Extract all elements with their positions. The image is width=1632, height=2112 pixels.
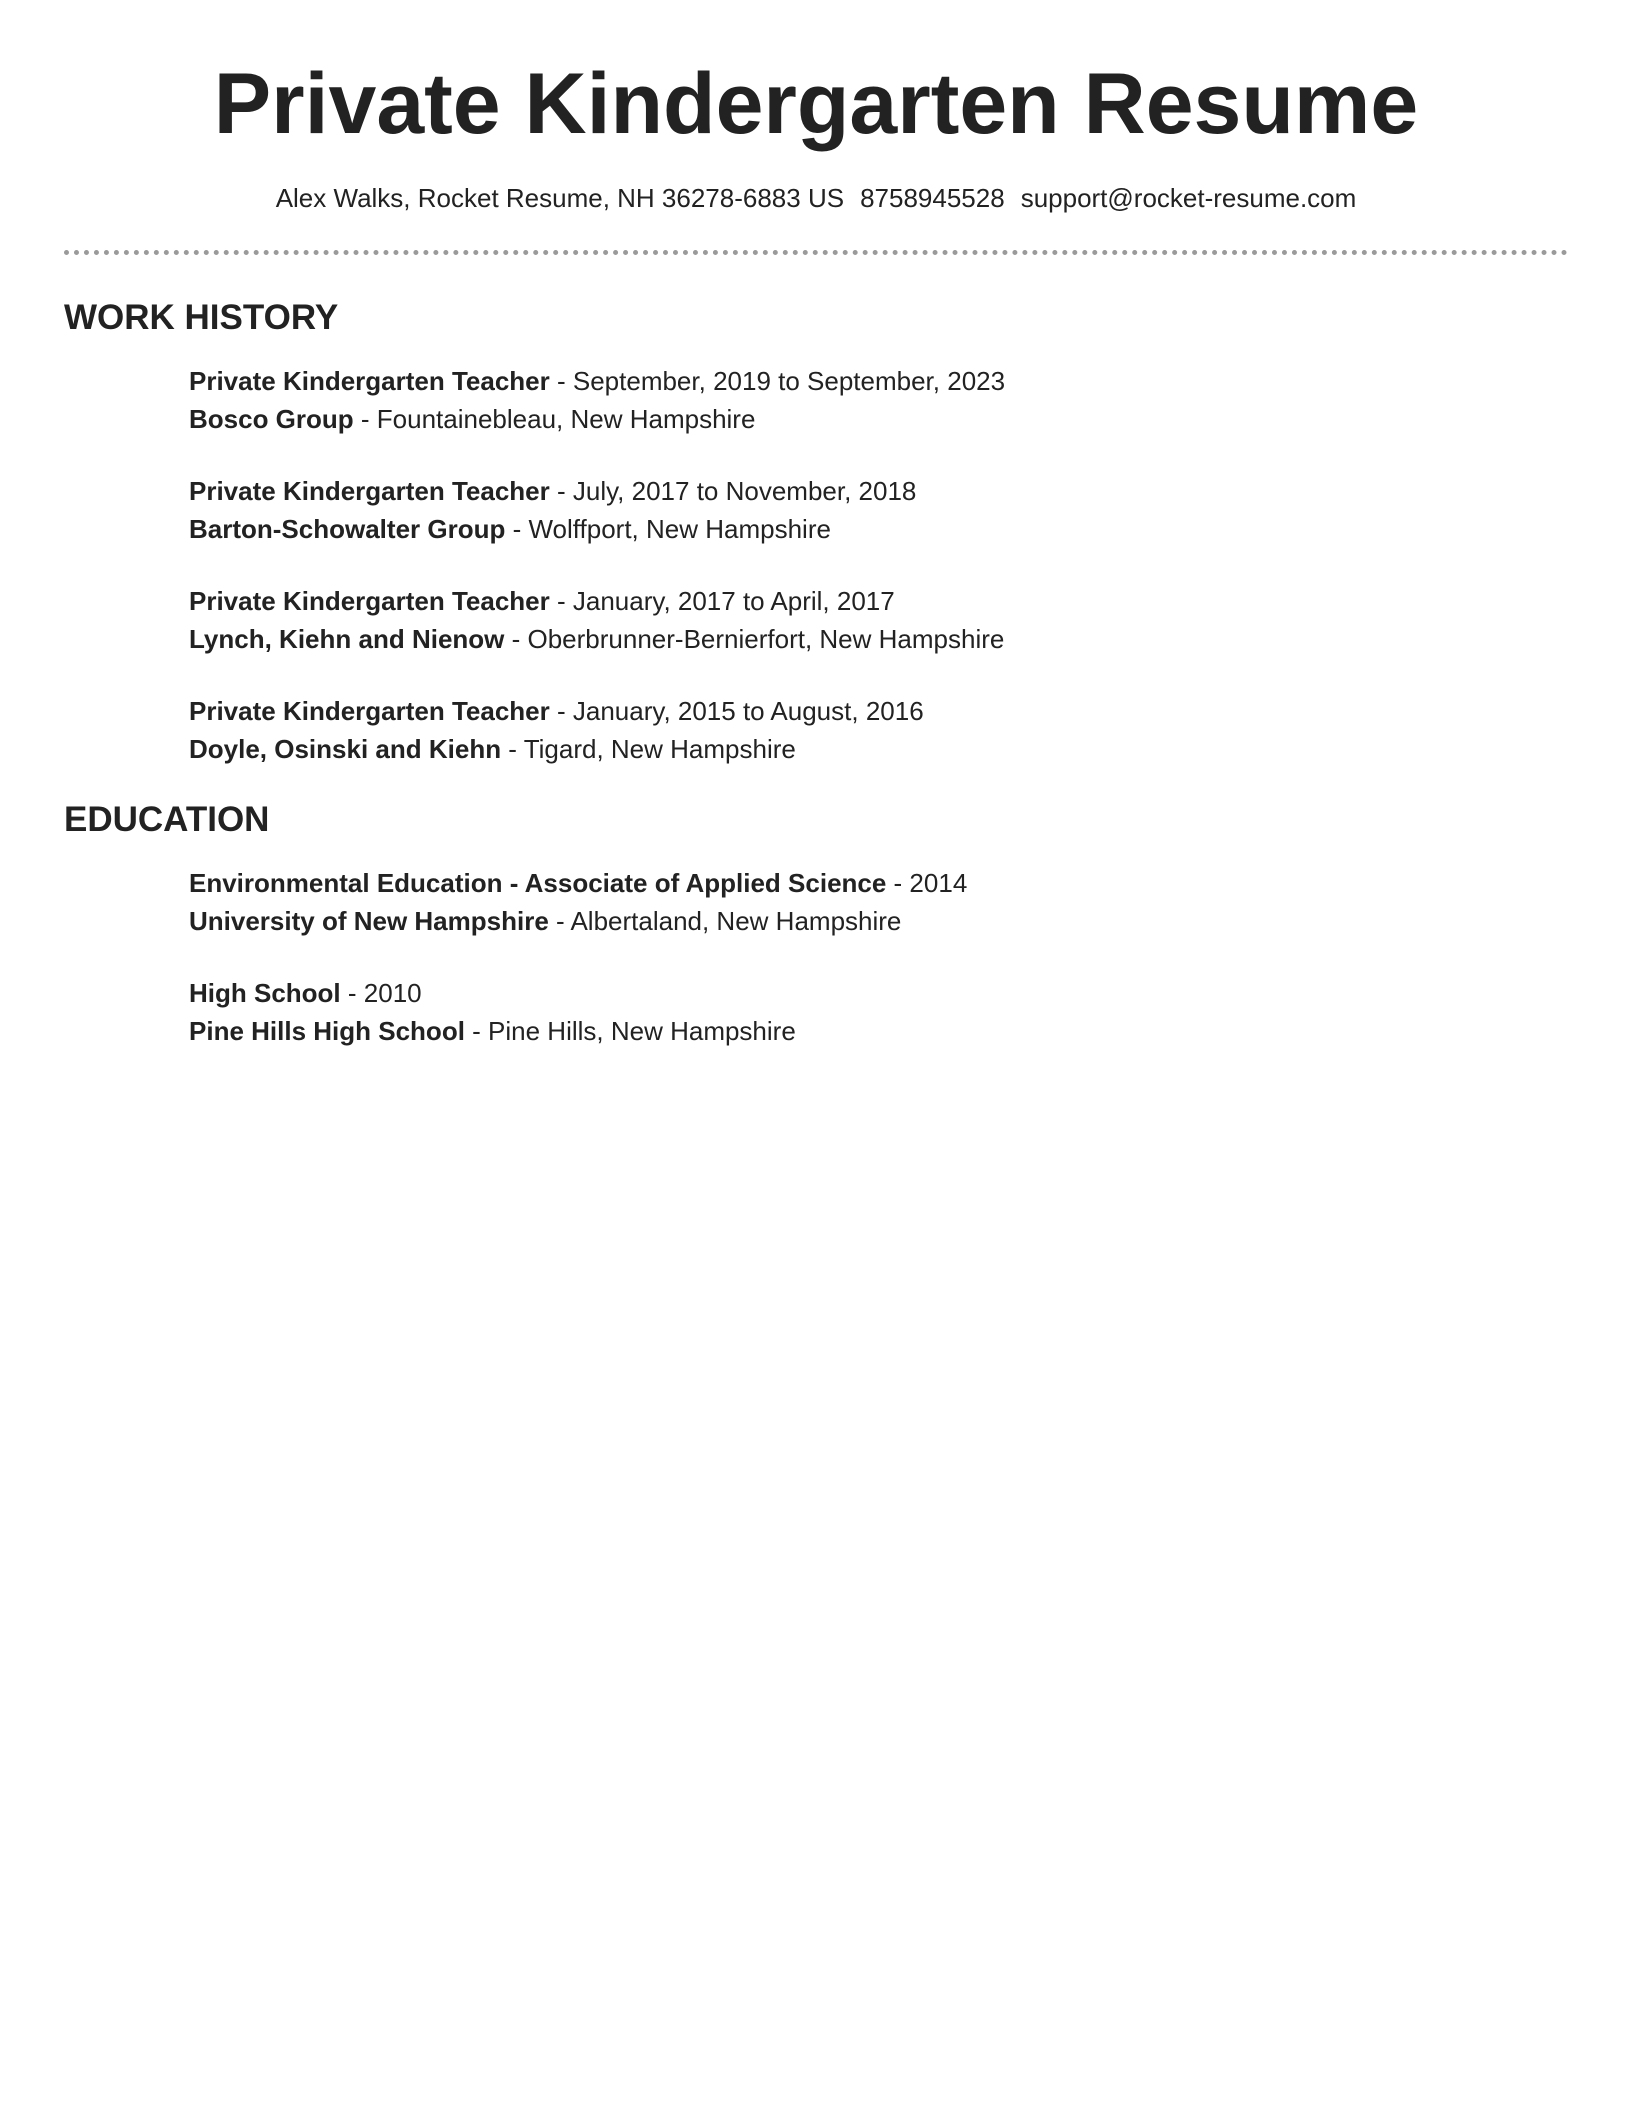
school-name: Pine Hills High School <box>189 1016 465 1046</box>
contact-line <box>0 180 1632 216</box>
company-name: Lynch, Kiehn and Nienow <box>189 624 505 654</box>
education-entry-degree-line <box>189 974 796 1012</box>
work-entry-company-line <box>189 730 924 768</box>
education-entry <box>189 974 796 1050</box>
work-entry <box>189 692 924 768</box>
school-location: - Pine Hills, New Hampshire <box>464 1016 796 1046</box>
company-location: - Oberbrunner-Bernierfort, New Hampshire <box>504 624 1005 654</box>
work-entry <box>189 472 916 548</box>
company-location: - Fountainebleau, New Hampshire <box>353 404 756 434</box>
education-entry <box>189 864 967 940</box>
work-entry <box>189 362 1005 438</box>
school-location: - Albertaland, New Hampshire <box>548 906 902 936</box>
company-name: Bosco Group <box>189 404 354 434</box>
company-name: Doyle, Osinski and Kiehn <box>189 734 502 764</box>
contact-phone: 8758945528 <box>860 183 1005 213</box>
education-entry-degree-line <box>189 864 967 902</box>
work-history-heading: WORK HISTORY <box>64 298 339 337</box>
education-entry-school-line <box>189 1012 796 1050</box>
work-entry-role-line <box>189 472 916 510</box>
header-divider <box>64 250 1568 255</box>
company-name: Barton-Schowalter Group <box>189 514 506 544</box>
company-location: - Wolffport, New Hampshire <box>505 514 831 544</box>
job-title: Private Kindergarten Teacher <box>189 366 550 396</box>
work-entry-company-line <box>189 510 916 548</box>
job-dates: - January, 2017 to April, 2017 <box>549 586 895 616</box>
degree-year: - 2010 <box>340 978 422 1008</box>
work-entry-company-line <box>189 620 1004 658</box>
company-location: - Tigard, New Hampshire <box>501 734 796 764</box>
work-entry-role-line <box>189 582 1004 620</box>
job-dates: - July, 2017 to November, 2018 <box>549 476 917 506</box>
work-entry-role-line <box>189 362 1005 400</box>
resume-title: Private Kindergarten Resume <box>213 56 1419 152</box>
job-dates: - January, 2015 to August, 2016 <box>549 696 924 726</box>
work-entry-company-line <box>189 400 1005 438</box>
job-title: Private Kindergarten Teacher <box>189 586 550 616</box>
degree-year: - 2014 <box>886 868 968 898</box>
contact-email: support@rocket-resume.com <box>1020 183 1357 213</box>
job-title: Private Kindergarten Teacher <box>189 476 550 506</box>
school-name: University of New Hampshire <box>189 906 549 936</box>
work-entry <box>189 582 1004 658</box>
job-dates: - September, 2019 to September, 2023 <box>549 366 1006 396</box>
degree-name: High School <box>189 978 341 1008</box>
job-title: Private Kindergarten Teacher <box>189 696 550 726</box>
education-entry-school-line <box>189 902 967 940</box>
degree-name: Environmental Education - Associate of Applied Science <box>189 868 887 898</box>
work-entry-role-line <box>189 692 924 730</box>
education-heading: EDUCATION <box>64 800 270 839</box>
contact-address: Alex Walks, Rocket Resume, NH 36278-6883 US <box>275 183 845 213</box>
